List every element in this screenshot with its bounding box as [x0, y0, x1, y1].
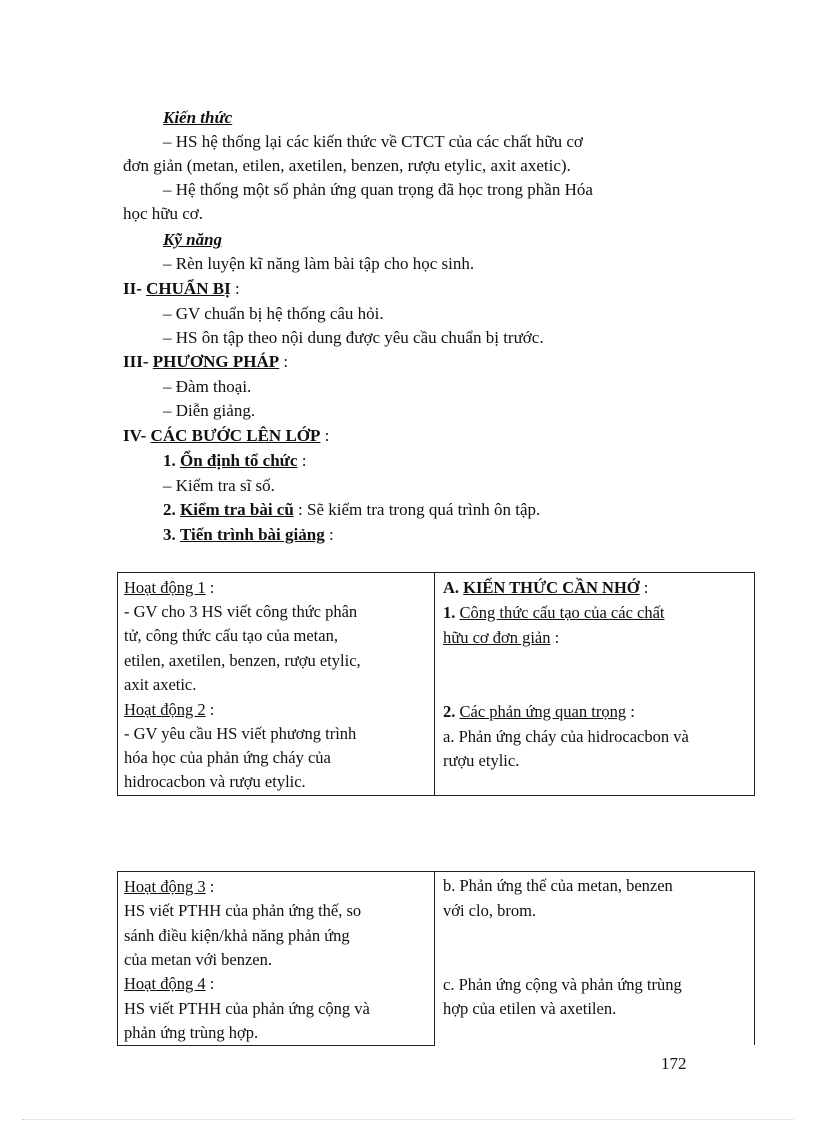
section-2-colon: : [234, 279, 240, 298]
activity-3-title: Hoạt động 3 [124, 877, 206, 896]
combustion-line-2: rượu etylic. [443, 751, 520, 770]
section-3-line-1: – Đàm thoại. [163, 377, 252, 396]
activity-4-line-2: phản ứng trùng hợp. [124, 1023, 259, 1042]
step-3-title: Tiến trình bài giảng [180, 525, 325, 544]
structural-formula-title-line-2: hữu cơ đơn giản [443, 628, 551, 647]
combustion-line-1: a. Phản ứng cháy của hidrocacbon và [443, 727, 689, 746]
step-1-number: 1. [163, 451, 176, 470]
step-1-line: – Kiểm tra sĩ số. [163, 476, 275, 495]
activity-4-line-1: HS viết PTHH của phản ứng cộng và [124, 999, 370, 1018]
activity-4-heading [124, 972, 214, 996]
knowledge-summary-heading [443, 576, 648, 600]
activity-1-colon: : [209, 578, 215, 597]
structural-formula-colon: : [554, 628, 560, 647]
knowledge-summary-number: A. [443, 578, 460, 597]
footer-dotted-rule [22, 1119, 794, 1120]
knowledge-line-3: – Hệ thống một số phản ứng quan trọng đã học trong phần Hóa [163, 180, 593, 199]
section-2-number: II- [123, 279, 142, 298]
activity-3-colon: : [209, 877, 215, 896]
activity-2-title: Hoạt động 2 [124, 700, 206, 719]
knowledge-line-1: – HS hệ thống lại các kiến thức về CTCT của các chất hữu cơ [163, 132, 583, 151]
activity-1-line-3: etilen, axetilen, benzen, rượu etylic, [124, 651, 361, 670]
page-number: 172 [661, 1054, 687, 1073]
step-1-title: Ổn định tổ chức [180, 451, 298, 470]
activity-2-heading [124, 698, 214, 722]
step-3-heading [163, 523, 334, 547]
knowledge-line-2: đơn giản (metan, etilen, axetilen, benzen, rượu etylic, axit axetic). [123, 156, 571, 175]
substitution-line-2: với clo, brom. [443, 901, 537, 920]
table-1-divider [434, 572, 435, 796]
section-4-title: CÁC BƯỚC LÊN LỚP [150, 426, 321, 445]
knowledge-line-4: học hữu cơ. [123, 204, 204, 223]
activity-3-line-2: sánh điều kiện/khả năng phản ứng [124, 926, 350, 945]
step-2-rest: : Sẽ kiểm tra trong quá trình ôn tập. [298, 500, 541, 519]
knowledge-summary-colon: : [643, 578, 649, 597]
skills-line-1: – Rèn luyện kĩ năng làm bài tập cho học sinh. [163, 254, 475, 273]
activity-3-line-3: của metan với benzen. [124, 950, 272, 969]
section-3-number: III- [123, 352, 149, 371]
addition-line-1: c. Phản ứng cộng và phản ứng trùng [443, 975, 682, 994]
key-reactions-heading [443, 700, 635, 724]
activity-2-line-1: - GV yêu cầu HS viết phương trình [124, 724, 357, 743]
table-2-divider [434, 871, 435, 1046]
structural-formula-number: 1. [443, 603, 456, 622]
step-2-number: 2. [163, 500, 176, 519]
activity-2-colon: : [209, 700, 215, 719]
activity-1-line-2: tử, công thức cấu tạo của metan, [124, 626, 338, 645]
section-2-line-2: – HS ôn tập theo nội dung được yêu cầu chuẩn bị trước. [163, 328, 544, 347]
section-2-heading [123, 277, 240, 301]
addition-line-2: hợp của etilen và axetilen. [443, 999, 617, 1018]
section-4-colon: : [324, 426, 330, 445]
section-3-line-2: – Diễn giảng. [163, 401, 256, 420]
knowledge-heading: Kiến thức [163, 108, 233, 127]
key-reactions-colon: : [630, 702, 635, 721]
activity-1-heading [124, 576, 214, 600]
step-1-colon: : [301, 451, 307, 470]
key-reactions-number: 2. [443, 702, 456, 721]
step-3-colon: : [328, 525, 334, 544]
activity-3-line-1: HS viết PTHH của phản ứng thế, so [124, 901, 362, 920]
section-2-title: CHUẨN BỊ [146, 279, 231, 298]
section-3-title: PHƯƠNG PHÁP [152, 352, 280, 371]
section-3-heading [123, 350, 288, 374]
activity-2-line-2: hóa học của phản ứng cháy của [124, 748, 331, 767]
activity-1-title: Hoạt động 1 [124, 578, 206, 597]
activity-4-title: Hoạt động 4 [124, 974, 206, 993]
section-4-number: IV- [123, 426, 147, 445]
section-4-heading [123, 424, 329, 448]
activity-3-heading [124, 875, 214, 899]
step-1-heading [163, 449, 306, 473]
key-reactions-title: Các phản ứng quan trọng [459, 702, 627, 721]
structural-formula-heading-line-1 [443, 601, 665, 625]
section-2-line-1: – GV chuẩn bị hệ thống câu hỏi. [163, 304, 384, 323]
activity-2-line-3: hidrocacbon và rượu etylic. [124, 772, 306, 791]
section-3-colon: : [283, 352, 289, 371]
structural-formula-heading-line-2 [443, 626, 559, 650]
structural-formula-title-line-1: Công thức cấu tạo của các chất [459, 603, 665, 622]
step-3-number: 3. [163, 525, 176, 544]
table-2-bottom-border [117, 1045, 435, 1046]
step-2-heading [163, 498, 540, 522]
step-2-title: Kiểm tra bài cũ [180, 500, 294, 519]
activity-1-line-1: - GV cho 3 HS viết công thức phân [124, 602, 358, 621]
substitution-line-1: b. Phản ứng thế của metan, benzen [443, 876, 673, 895]
activity-1-line-4: axit axetic. [124, 675, 197, 694]
skills-heading: Kỹ năng [163, 230, 223, 249]
activity-4-colon: : [209, 974, 215, 993]
knowledge-summary-title: KIẾN THỨC CẦN NHỚ [463, 578, 640, 597]
